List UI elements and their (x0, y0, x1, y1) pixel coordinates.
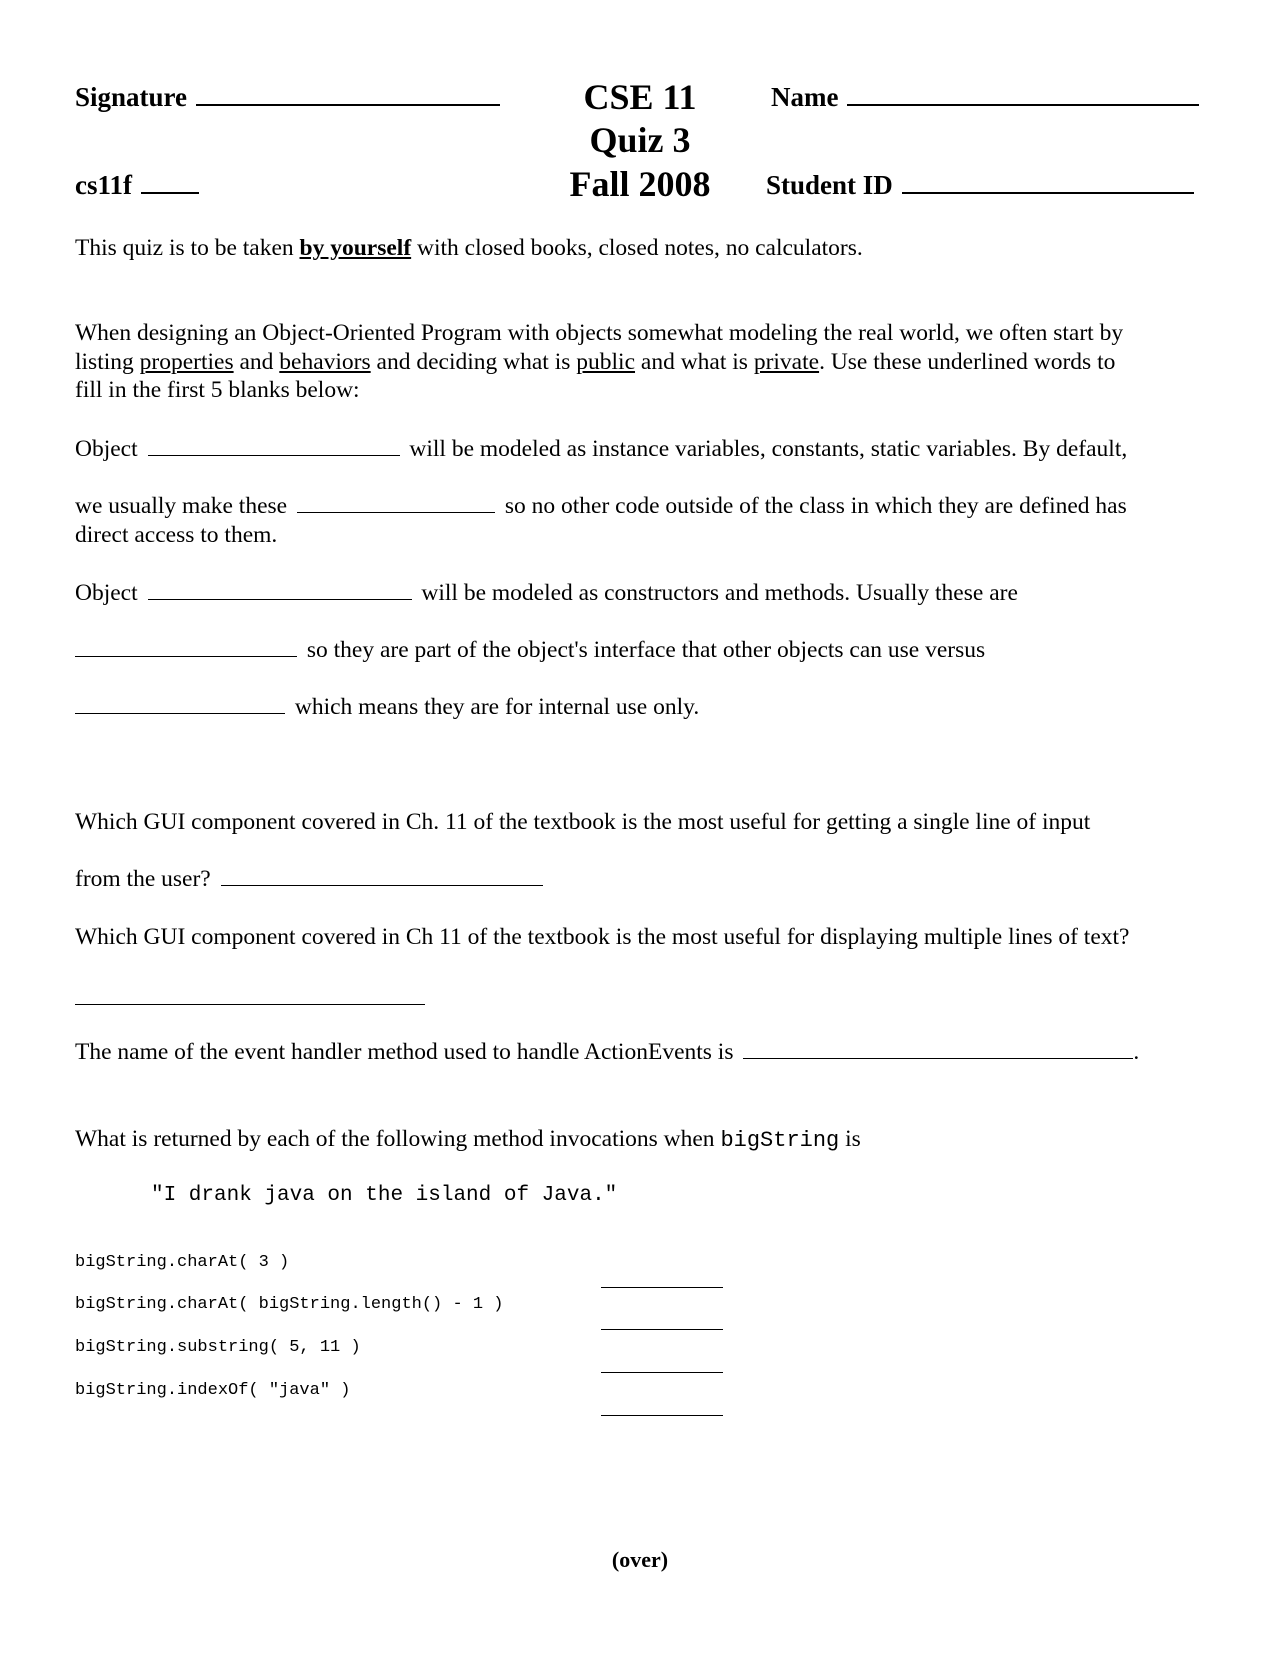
word-public: public (576, 349, 636, 375)
fill-question-4: so they are part of the object's interface that other objects can use versus (75, 637, 985, 664)
blank-2[interactable] (297, 511, 495, 513)
invocation-2: bigString.charAt( bigString.length() - 1 ) (75, 1295, 504, 1314)
strings-prompt: What is returned by each of the following method invocations when bigString is (75, 1126, 861, 1153)
gui-question-2: Which GUI component covered in Ch 11 of the textbook is the most useful for displaying multiple lines of text? (75, 924, 1130, 950)
student-id-line[interactable] (902, 170, 1194, 194)
answer-blank-2[interactable] (601, 1317, 723, 1335)
signature-label: Signature (75, 82, 500, 113)
term-title: Fall 2008 (569, 164, 711, 204)
blank-5[interactable] (75, 712, 285, 714)
bigstring-code: bigString (720, 1128, 840, 1153)
name-line[interactable] (847, 82, 1199, 106)
blank-1[interactable] (148, 454, 400, 456)
invocation-3: bigString.substring( 5, 11 ) (75, 1338, 361, 1357)
instructions: This quiz is to be taken by yourself with closed books, closed notes, no calculators. (75, 235, 863, 261)
gui-question-3: The name of the event handler method used to handle ActionEvents is . (75, 1039, 1140, 1065)
fill-question-1: Object will be modeled as instance variables, constants, static variables. By default, (75, 436, 1128, 462)
course-title: CSE 11 (583, 77, 697, 117)
blank-4[interactable] (75, 655, 297, 657)
account-label: cs11f (75, 170, 199, 201)
answer-blank-1[interactable] (601, 1275, 723, 1293)
quiz-title: Quiz 3 (589, 120, 691, 160)
word-properties: properties (139, 349, 234, 375)
by-yourself-emphasis: by yourself (299, 235, 412, 261)
blank-gui-3[interactable] (743, 1057, 1133, 1059)
over-footer: (over) (611, 1547, 669, 1572)
gui-question-1: Which GUI component covered in Ch. 11 of the textbook is the most useful for getting a single line of input (75, 809, 1091, 835)
invocation-4: bigString.indexOf( "java" ) (75, 1381, 351, 1400)
fill-question-2-cont: direct access to them. (75, 522, 278, 548)
name-label: Name (771, 82, 1199, 113)
answer-blank-3[interactable] (601, 1360, 723, 1378)
word-private: private (753, 349, 820, 375)
gui-question-1-cont: from the user? (75, 866, 547, 893)
answer-blank-4[interactable] (601, 1403, 723, 1421)
intro-line-2: listing properties and behaviors and deciding what is public and what is private. Use these underlined words to (75, 349, 1116, 375)
intro-line-3: fill in the first 5 blanks below: (75, 377, 360, 403)
invocation-1: bigString.charAt( 3 ) (75, 1253, 290, 1272)
account-line[interactable] (141, 170, 199, 194)
intro-line-1: When designing an Object-Oriented Program with objects somewhat modeling the real world, we often start by (75, 320, 1124, 346)
fill-question-2: we usually make these so no other code outside of the class in which they are defined has (75, 493, 1127, 519)
blank-gui-2[interactable] (75, 1004, 425, 1005)
word-behaviors: behaviors (279, 349, 371, 375)
string-literal: "I drank java on the island of Java." (151, 1184, 618, 1207)
fill-question-3: Object will be modeled as constructors and methods. Usually these are (75, 580, 1018, 606)
blank-gui-1[interactable] (221, 884, 543, 886)
fill-question-5: which means they are for internal use only. (75, 694, 699, 721)
signature-line[interactable] (196, 82, 500, 106)
student-id-label: Student ID (766, 170, 1194, 201)
blank-3[interactable] (148, 598, 412, 600)
